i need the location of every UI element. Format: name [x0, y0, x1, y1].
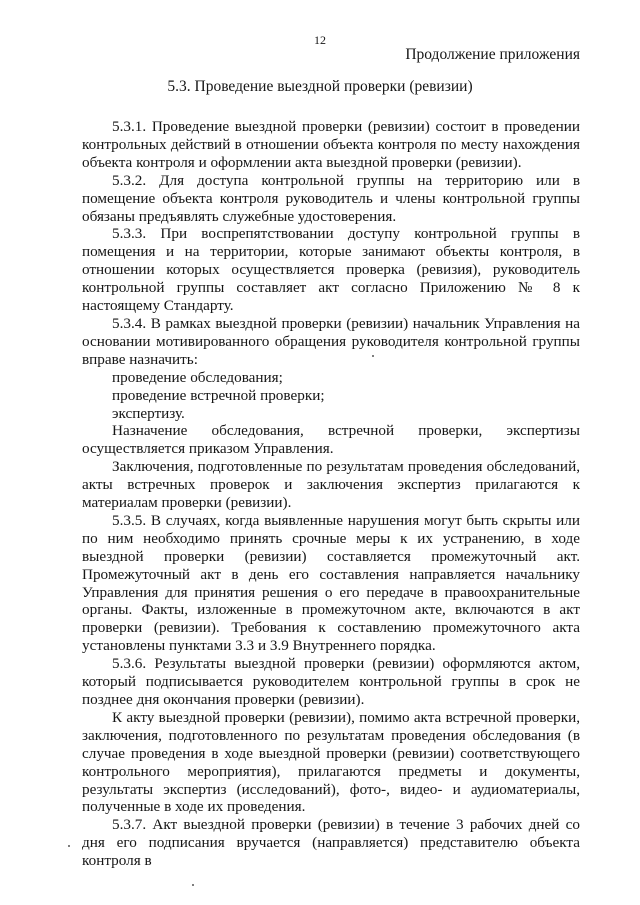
paragraph-5-3-5: 5.3.5. В случаях, когда выявленные нарушения могут быть скрыты или по ним необходимо принять срочные меры к их устранению, в ходе выездной проверки (ревизии) составляется промежуточный акт. Промежуточный акт в день его составления направляется начальнику Управления для принятия решения о его передаче в правоохранительные органы. Факты, изложенные в промежуточном акте, включаются в акт проверки (ревизии). Требования к составлению промежуточного акта установлены пунктами 3.3 и 3.9 Внутреннего порядка. — [82, 511, 580, 655]
paragraph-5-3-7: 5.3.7. Акт выездной проверки (ревизии) в течение 3 рабочих дней со дня его подписания вручается (направляется) представителю объекта контроля в — [82, 816, 580, 870]
paragraph-5-3-4: 5.3.4. В рамках выездной проверки (ревизии) начальник Управления на основании мотивированного обращения руководителя контрольной группы вправе назначить: — [82, 314, 580, 368]
list-item-counter-check: проведение встречной проверки; — [112, 386, 325, 404]
page-number: 12 — [314, 33, 326, 47]
scan-speck — [68, 845, 70, 847]
paragraph-appointment: Назначение обследования, встречной проверки, экспертизы осуществляется приказом Управления. — [82, 422, 580, 458]
continuation-label: Продолжение приложения — [405, 46, 580, 63]
body-text — [82, 118, 580, 870]
paragraph-5-3-2: 5.3.2. Для доступа контрольной группы на территорию или в помещение объекта контроля руководитель и члены контрольной группы обязаны предъявлять служебные удостоверения. — [82, 171, 580, 225]
paragraph-5-3-3: 5.3.3. При воспрепятствовании доступу контрольной группы в помещения и на территории, которые занимают объекты контроля, в отношении которых осуществляется проверка (ревизия), руководитель контрольной группы составляет акт согласно Приложению № 8 к настоящему Стандарту. — [82, 225, 580, 315]
list-item-expertise: экспертизу. — [112, 404, 185, 422]
list-item-inspection: проведение обследования; — [112, 368, 283, 386]
scan-speck — [372, 355, 374, 357]
paragraph-conclusions: Заключения, подготовленные по результатам проведения обследований, акты встречных проверок и заключения экспертиз прилагаются к материалам проверки (ревизии). — [82, 458, 580, 512]
paragraph-5-3-1: 5.3.1. Проведение выездной проверки (ревизии) состоит в проведении контрольных действий в отношении объекта контроля по месту нахождения объекта контроля и оформлении акта выездной проверки (ревизии). — [82, 118, 580, 171]
paragraph-5-3-6: 5.3.6. Результаты выездной проверки (ревизии) оформляются актом, который подписывается руководителем контрольной группы в срок не позднее дня окончания проверки (ревизии). — [82, 655, 580, 708]
section-title: 5.3. Проведение выездной проверки (ревизии) — [167, 78, 473, 95]
scan-speck — [192, 884, 194, 886]
paragraph-attachments: К акту выездной проверки (ревизии), помимо акта встречной проверки, заключения, подготовленного по результатам проведения обследования (в случае проведения в ходе выездной проверки (ревизии) соответствующего контрольного мероприятия), прилагаются предметы и документы, результаты экспертиз (исследований), фото-, видео- и аудиоматериалы, полученные в ходе их проведения. — [82, 708, 580, 816]
